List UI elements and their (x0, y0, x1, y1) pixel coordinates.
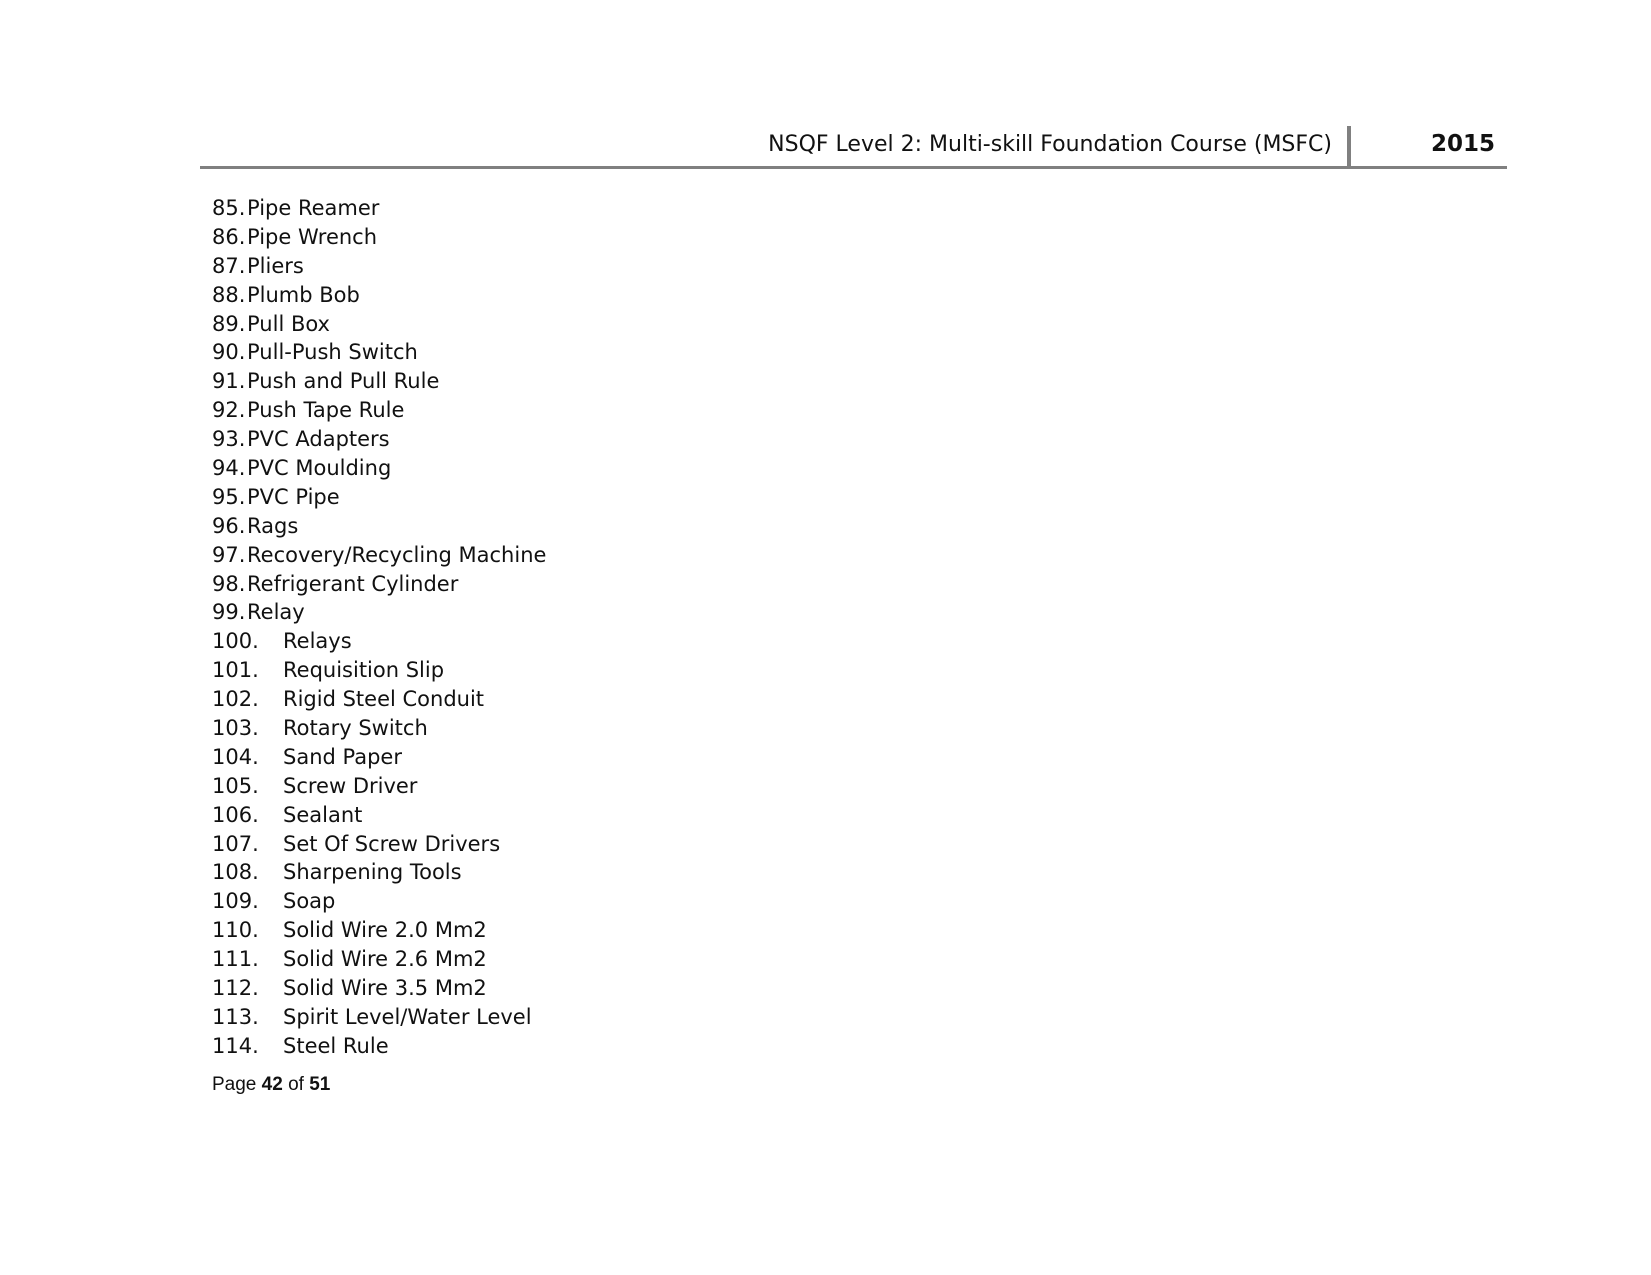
list-item-label: Pliers (247, 253, 304, 278)
list-item-label: Push and Pull Rule (247, 369, 440, 394)
current-page-number: 42 (261, 1074, 283, 1095)
list-item-number: 90. (212, 340, 246, 365)
list-item-number: 93. (212, 427, 246, 452)
list-item (212, 714, 428, 743)
list-item (212, 627, 352, 656)
list-item (212, 367, 440, 396)
tool-list (212, 194, 547, 1061)
page-number-footer (212, 1074, 330, 1096)
list-item-label: Pull-Push Switch (247, 340, 418, 365)
list-item-number: 95. (212, 484, 246, 509)
list-item-label: Rags (247, 513, 299, 538)
list-item-number: 85. (212, 196, 246, 220)
list-item (212, 974, 487, 1003)
list-item (212, 858, 462, 887)
document-title: NSQF Level 2: Multi-skill Foundation Course (MSFC) (768, 132, 1332, 157)
list-item-label: Soap (283, 889, 336, 914)
list-item-label: Screw Driver (283, 773, 418, 798)
list-item-number: 99. (212, 600, 246, 625)
list-item-number: 89. (212, 311, 246, 336)
list-item-label: Relay (247, 600, 305, 625)
list-item-number: 97. (212, 542, 246, 567)
list-item-label: Sand Paper (283, 744, 402, 769)
list-item (212, 743, 402, 772)
list-item-number: 102. (212, 687, 259, 712)
list-item (212, 598, 305, 627)
list-item-number: 109. (212, 889, 259, 914)
list-item (212, 1003, 532, 1032)
of-word: of (288, 1074, 304, 1095)
list-item (212, 772, 418, 801)
list-item-label: Rotary Switch (283, 716, 428, 741)
list-item-number: 105. (212, 773, 259, 798)
list-item (212, 425, 390, 454)
list-item-number: 92. (212, 398, 246, 423)
list-item-number: 101. (212, 658, 259, 683)
list-item (212, 252, 304, 281)
list-item-label: Refrigerant Cylinder (247, 571, 459, 596)
list-item (212, 656, 445, 685)
list-item-label: PVC Pipe (247, 484, 340, 509)
list-item (212, 512, 299, 541)
list-item (212, 916, 487, 945)
list-item-number: 108. (212, 860, 259, 885)
list-item-label: Pipe Wrench (247, 224, 378, 249)
list-item (212, 396, 405, 425)
list-item-number: 96. (212, 513, 246, 538)
list-item-label: Set Of Screw Drivers (283, 831, 501, 856)
list-item (212, 281, 360, 310)
list-item-number: 103. (212, 716, 259, 741)
list-item-label: Pipe Reamer (247, 196, 380, 220)
list-item-label: Relays (283, 629, 352, 654)
list-item-number: 98. (212, 571, 246, 596)
list-item-label: Push Tape Rule (247, 398, 405, 423)
list-item-number: 113. (212, 1004, 259, 1029)
list-item-label: Sealant (283, 802, 363, 827)
list-item-number: 104. (212, 744, 259, 769)
list-item-label: Requisition Slip (283, 658, 445, 683)
list-item (212, 310, 330, 339)
list-item-number: 112. (212, 976, 259, 1001)
list-item-label: Spirit Level/Water Level (283, 1004, 532, 1029)
list-item-label: Solid Wire 2.0 Mm2 (283, 918, 487, 943)
total-page-count: 51 (309, 1074, 331, 1095)
page-word: Page (212, 1074, 257, 1095)
list-item-number: 88. (212, 282, 246, 307)
document-year: 2015 (1430, 131, 1495, 157)
list-item-label: Pull Box (247, 311, 330, 336)
list-item (212, 945, 487, 974)
list-item-label: Rigid Steel Conduit (283, 687, 485, 712)
list-item-label: Solid Wire 2.6 Mm2 (283, 947, 487, 972)
list-item-number: 107. (212, 831, 259, 856)
header-divider (1347, 126, 1351, 166)
list-item-number: 94. (212, 456, 246, 481)
list-item-number: 110. (212, 918, 259, 943)
list-item (212, 454, 392, 483)
list-item-number: 100. (212, 629, 259, 654)
page-header (200, 122, 1507, 169)
list-item (212, 194, 380, 223)
list-item (212, 483, 340, 512)
list-item-number: 91. (212, 369, 246, 394)
list-item (212, 801, 363, 830)
list-item-label: Sharpening Tools (283, 860, 462, 885)
list-item (212, 541, 547, 570)
list-item (212, 223, 378, 252)
list-item-label: Solid Wire 3.5 Mm2 (283, 976, 487, 1001)
list-item-number: 87. (212, 253, 246, 278)
list-item-label: Plumb Bob (247, 282, 360, 307)
list-item-label: Recovery/Recycling Machine (247, 542, 547, 567)
list-item-number: 111. (212, 947, 259, 972)
list-item-number: 106. (212, 802, 259, 827)
list-item-label: PVC Moulding (247, 456, 392, 481)
list-item (212, 1032, 389, 1061)
list-item-number: 86. (212, 224, 246, 249)
list-item (212, 830, 501, 859)
list-item (212, 570, 459, 599)
list-item (212, 338, 418, 367)
list-item (212, 685, 485, 714)
list-item (212, 887, 336, 916)
list-item-label: Steel Rule (283, 1033, 389, 1058)
list-item-label: PVC Adapters (247, 427, 390, 452)
list-item-number: 114. (212, 1033, 259, 1058)
